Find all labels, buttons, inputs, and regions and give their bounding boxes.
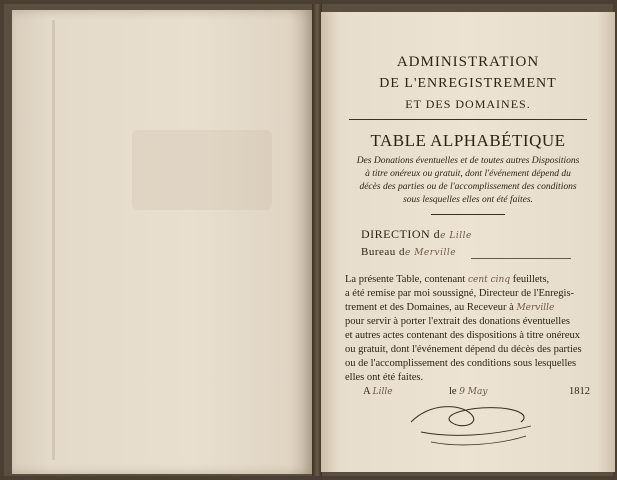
- body-line-1: La présente Table, contenant cent cinq feuillets,: [345, 274, 550, 285]
- bureau-label: Bureau d: [361, 246, 406, 258]
- body-line-4: pour servir à porter l'extrait des donations éventuelles: [345, 316, 570, 327]
- direction-handwritten: e Lille: [440, 231, 472, 241]
- subtitle-line-2: à titre onéreux ou gratuit, dont l'événement dépend du: [365, 169, 571, 179]
- year-text: 1812: [569, 386, 590, 397]
- date-label: le: [449, 386, 457, 397]
- bureau-underline: [471, 258, 571, 259]
- body-line-5: et autres actes contenant des dispositions à titre onéreux: [345, 330, 581, 341]
- right-title-page: [321, 12, 615, 472]
- subtitle-rule: [431, 214, 505, 215]
- bureau-handwritten: e Merville: [405, 248, 457, 258]
- page-title: TABLE ALPHABÉTIQUE: [370, 131, 566, 150]
- body-line-7: ou de l'accomplissement des conditions sous lesquelles: [345, 358, 577, 369]
- subtitle-line-4: sous lesquelles elles ont été faites.: [403, 195, 533, 205]
- left-blank-page: [12, 10, 314, 474]
- signature-flourish: [401, 392, 551, 452]
- body-line-2: a été remise par moi soussigné, Directeur de l'Enregis-: [345, 288, 575, 299]
- header-line-2: DE L'ENREGISTREMENT: [379, 76, 557, 91]
- place-label: A: [363, 386, 371, 397]
- header-rule: [349, 119, 587, 120]
- subtitle-line-3: décès des parties ou de l'accomplissement des conditions: [359, 182, 577, 192]
- place-handwritten: Lille: [372, 387, 393, 397]
- body-line-6: ou gratuit, dont l'événement dépend du décès des parties: [345, 344, 582, 355]
- place-date-line: [363, 386, 393, 397]
- body-line-8: elles ont été faites.: [345, 372, 424, 383]
- direction-label: DIRECTION d: [361, 227, 441, 241]
- subtitle-line-1: Des Donations éventuelles et de toutes autres Dispositions: [356, 156, 580, 166]
- header-line-1: ADMINISTRATION: [396, 54, 540, 70]
- direction-line: [361, 227, 472, 242]
- body-line-3: trement et des Domaines, au Receveur à Merville: [345, 302, 555, 313]
- bureau-line: [361, 246, 456, 258]
- header-line-3: ET DES DOMAINES.: [405, 97, 531, 111]
- open-register-book: [4, 4, 613, 476]
- date-handwritten: 9 May: [459, 387, 488, 397]
